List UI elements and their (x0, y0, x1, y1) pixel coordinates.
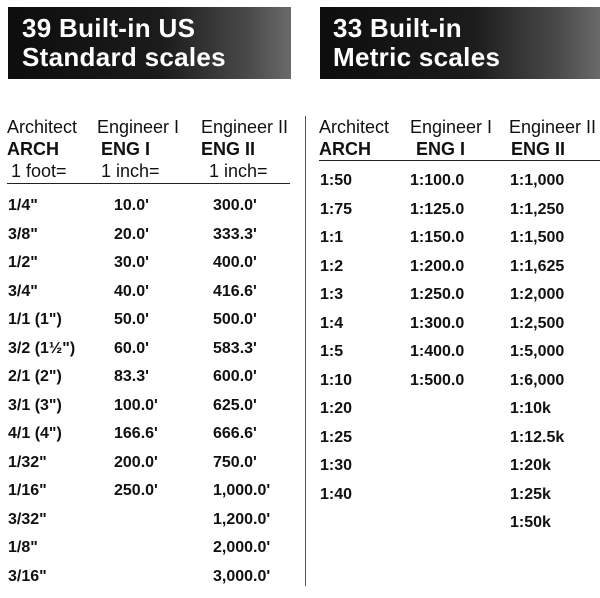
scale-cell: 1/4" (8, 197, 38, 214)
scale-cell: 1:100.0 (410, 172, 465, 189)
scale-cell: 2/1 (2") (8, 368, 62, 385)
scale-cell: 50.0' (114, 311, 149, 328)
scale-cell: 1:250.0 (410, 286, 465, 303)
scale-cell: 666.6' (213, 425, 257, 442)
scale-cell: 1/32" (8, 453, 47, 471)
scale-cell: 83.3' (114, 368, 149, 385)
us-banner-line2: Standard scales (22, 42, 226, 72)
scale-cell: 1:10 (320, 371, 353, 389)
scale-cell: 1/16" (8, 482, 47, 499)
scale-cell: 1:2 (320, 257, 344, 275)
header-abbr: ARCH (7, 139, 59, 159)
us-engineer1-header (97, 116, 179, 182)
scale-cell: 1:40 (320, 485, 353, 503)
scale-cell: 1:400.0 (410, 343, 465, 360)
metric-scales-banner (320, 7, 600, 79)
scale-cell: 1:10k (510, 400, 551, 417)
scale-cell: 1:3 (320, 286, 344, 303)
scale-cell: 10.0' (114, 197, 149, 214)
header-name: Engineer I (97, 117, 180, 137)
us-architect-header (7, 116, 77, 182)
scale-cell: 3/1 (3") (8, 396, 62, 414)
scale-cell: 400.0' (213, 254, 257, 271)
header-abbr: ENG II (201, 139, 256, 159)
header-name: Engineer II (201, 117, 289, 137)
scale-cell: 2,000.0' (213, 539, 271, 556)
scale-cell: 1:4 (320, 314, 344, 332)
scale-cell: 625.0' (213, 396, 257, 414)
header-name: Architect (7, 117, 78, 137)
scale-cell: 250.0' (114, 482, 158, 499)
header-name: Architect (319, 117, 390, 137)
scale-cell: 416.6' (213, 282, 257, 300)
scale-cell: 3/16" (8, 567, 47, 585)
scale-cell: 1:300.0 (410, 314, 465, 332)
scale-cell: 300.0' (213, 197, 257, 214)
scale-cell: 1:1,625 (510, 257, 565, 275)
scale-cell: 1:50k (510, 514, 551, 531)
header-name: Engineer II (509, 117, 597, 137)
scale-cell: 600.0' (213, 368, 257, 385)
header-unit: 1 inch= (101, 161, 160, 181)
scale-cell: 1:500.0 (410, 371, 465, 389)
scale-cell: 30.0' (114, 254, 149, 271)
scale-cell: 1/1 (1") (8, 311, 62, 328)
scale-cell: 500.0' (213, 311, 257, 328)
metric-banner-line2: Metric scales (333, 42, 501, 72)
scale-cell: 1:125.0 (410, 200, 465, 218)
scale-cell: 1:150.0 (410, 229, 465, 246)
scale-cell: 1:75 (320, 200, 353, 218)
scale-cell: 1:1,000 (510, 172, 565, 189)
scale-cell: 3,000.0' (213, 567, 271, 585)
us-engineer1-column (114, 192, 158, 506)
scale-cell: 200.0' (114, 453, 158, 471)
us-engineer2-header (201, 116, 288, 182)
us-header-rule (7, 183, 290, 184)
scale-cell: 100.0' (114, 396, 158, 414)
scale-cell: 1/8" (8, 539, 38, 556)
scale-cell: 333.3' (213, 225, 257, 243)
header-abbr: ARCH (319, 139, 371, 159)
metric-engineer2-column (510, 167, 564, 538)
metric-architect-column (320, 167, 352, 509)
scale-cell: 1:50 (320, 172, 353, 189)
scale-cell: 1:1,250 (510, 200, 565, 218)
scale-cell: 1:25k (510, 485, 551, 503)
header-abbr: ENG I (101, 139, 151, 159)
scale-cell: 1:2,000 (510, 286, 565, 303)
us-architect-column (8, 192, 75, 591)
scale-cell: 1:6,000 (510, 371, 565, 389)
table-divider (305, 116, 306, 586)
scale-cell: 3/2 (1½") (8, 339, 76, 357)
scale-cell: 1:2,500 (510, 314, 565, 332)
scale-cell: 1:5,000 (510, 343, 565, 360)
scale-cell: 60.0' (114, 339, 149, 357)
us-scales-banner (8, 7, 291, 79)
scale-cell: 1:25 (320, 428, 353, 446)
metric-header-rule (319, 160, 600, 161)
scale-cell: 166.6' (114, 425, 158, 442)
scale-cell: 1:1,500 (510, 229, 565, 246)
scale-cell: 1:20k (510, 457, 551, 474)
header-abbr: ENG I (416, 139, 466, 159)
metric-banner-line1: 33 Built-in (333, 13, 462, 43)
scale-cell: 583.3' (213, 339, 257, 357)
metric-architect-header (319, 116, 389, 160)
scale-cell: 1/2" (8, 254, 38, 271)
scale-cell: 1:20 (320, 400, 353, 417)
scale-cell: 750.0' (213, 453, 257, 471)
metric-engineer2-header (509, 116, 596, 160)
metric-engineer1-column (410, 167, 464, 395)
metric-engineer1-header (410, 116, 492, 160)
header-name: Engineer I (410, 117, 493, 137)
scale-cell: 3/32" (8, 510, 47, 528)
scale-cell: 1:5 (320, 343, 344, 360)
scale-cell: 4/1 (4") (8, 425, 62, 442)
scale-cell: 1:30 (320, 457, 353, 474)
scale-cell: 1,000.0' (213, 482, 271, 499)
header-unit: 1 inch= (209, 161, 268, 181)
scale-cell: 1:200.0 (410, 257, 465, 275)
scale-cell: 20.0' (114, 225, 149, 243)
scale-cell: 1:1 (320, 229, 344, 246)
scale-cell: 3/8" (8, 225, 38, 243)
scale-cell: 3/4" (8, 282, 38, 300)
us-banner-line1: 39 Built-in US (22, 13, 196, 43)
scale-cell: 1:12.5k (510, 428, 565, 446)
header-abbr: ENG II (511, 139, 566, 159)
us-engineer2-column (213, 192, 270, 591)
scale-cell: 1,200.0' (213, 510, 271, 528)
header-unit: 1 foot= (11, 161, 67, 181)
scale-cell: 40.0' (114, 282, 149, 300)
